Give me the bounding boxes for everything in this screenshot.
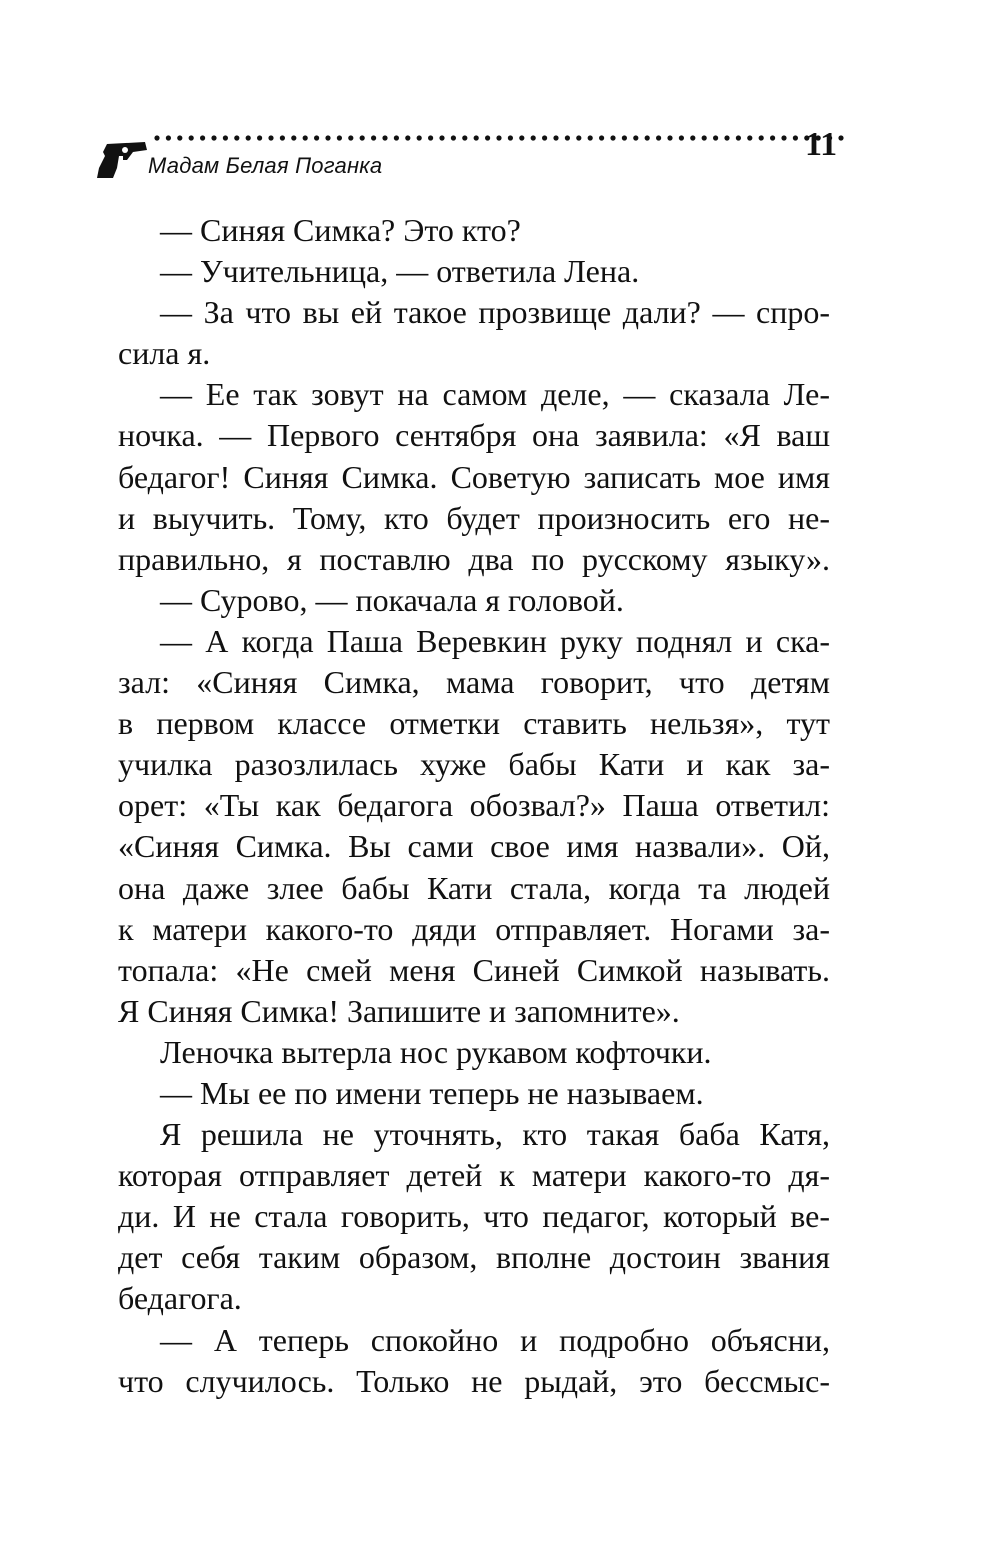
- rule-dot: [348, 135, 353, 140]
- rule-dot: [417, 135, 422, 140]
- rule-dot: [793, 135, 798, 140]
- body-text: [118, 210, 830, 1402]
- rule-dot: [690, 135, 695, 140]
- text-line: — Сурово, — покачала я головой.: [160, 581, 624, 618]
- text-line: «Синяя Симка. Вы сами свое имя назвали». Ой,: [118, 828, 830, 865]
- rule-dot: [496, 135, 501, 140]
- rule-dot: [223, 135, 228, 140]
- text-line: ночка. — Первого сентября она заявила: «Я ваш: [118, 417, 830, 454]
- text-line: дет себя таким образом, вполне достоин звания: [118, 1239, 830, 1276]
- rule-dot: [371, 135, 376, 140]
- text-line: орет: «Ты как бедагога обозвал?» Паша ответил:: [118, 787, 830, 824]
- rule-dot: [610, 135, 615, 140]
- rule-dot: [474, 135, 479, 140]
- text-line: — Синяя Симка? Это кто?: [160, 212, 521, 248]
- text-line: она даже злее бабы Кати стала, когда та людей: [118, 869, 830, 906]
- rule-dot: [770, 135, 775, 140]
- text-line: и выучить. Тому, кто будет произносить его не-: [118, 499, 830, 536]
- rule-dot: [667, 135, 672, 140]
- revolver-icon: [93, 138, 149, 178]
- rule-dot: [588, 135, 593, 140]
- text-line: бедагога.: [118, 1280, 242, 1317]
- rule-dot: [656, 135, 661, 140]
- text-line: — За что вы ей такое прозвище дали? — спро-: [160, 294, 830, 331]
- rule-dot: [360, 135, 365, 140]
- text-line: — Мы ее по имени теперь не называем.: [160, 1074, 704, 1111]
- text-line: топала: «Не смей меня Синей Симкой называть.: [118, 951, 830, 988]
- text-line: Я Синяя Симка! Запишите и запомните».: [118, 992, 680, 1029]
- text-line: к матери какого-то дяди отправляет. Ногами за-: [118, 910, 830, 947]
- rule-dot: [736, 135, 741, 140]
- rule-dot: [337, 135, 342, 140]
- rule-dot: [781, 135, 786, 140]
- rule-dot: [724, 135, 729, 140]
- rule-dot: [542, 135, 547, 140]
- rule-dot: [759, 135, 764, 140]
- text-line: правильно, я поставлю два по русскому языку».: [118, 540, 830, 577]
- text-line: — А теперь спокойно и подробно объясни,: [160, 1321, 830, 1358]
- rule-dot: [314, 135, 319, 140]
- rule-dot: [291, 135, 296, 140]
- running-title: Мадам Белая Поганка: [148, 153, 383, 178]
- text-line: сила я.: [118, 335, 211, 372]
- rule-dot: [166, 135, 171, 140]
- rule-dot: [599, 135, 604, 140]
- text-line: училка разозлилась хуже бабы Кати и как за-: [118, 746, 830, 783]
- rule-dot: [485, 135, 490, 140]
- rule-dot: [645, 135, 650, 140]
- rule-dot: [394, 135, 399, 140]
- running-header: [93, 128, 853, 188]
- rule-dot: [211, 135, 216, 140]
- rule-dot: [576, 135, 581, 140]
- rule-dot: [246, 135, 251, 140]
- text-line: в первом классе отметки ставить нельзя», тут: [118, 705, 830, 742]
- rule-dot: [382, 135, 387, 140]
- rule-dot: [234, 135, 239, 140]
- rule-dot: [679, 135, 684, 140]
- text-line: зал: «Синяя Симка, мама говорит, что детям: [118, 664, 830, 701]
- rule-dot: [439, 135, 444, 140]
- rule-dot: [280, 135, 285, 140]
- rule-dot: [702, 135, 707, 140]
- text-line: Я решила не уточнять, кто такая баба Катя,: [160, 1116, 830, 1153]
- dotted-rule: [151, 128, 851, 148]
- rule-dot: [633, 135, 638, 140]
- rule-dot: [565, 135, 570, 140]
- text-line: которая отправляет детей к матери какого-то дя-: [118, 1157, 830, 1194]
- rule-dot: [531, 135, 536, 140]
- rule-dot: [747, 135, 752, 140]
- rule-dot: [200, 135, 205, 140]
- text-line: — А когда Паша Веревкин руку поднял и ска-: [160, 622, 830, 659]
- rule-dot: [303, 135, 308, 140]
- page-number: 11: [805, 126, 838, 163]
- rule-dot: [177, 135, 182, 140]
- rule-dot: [428, 135, 433, 140]
- rule-dot: [713, 135, 718, 140]
- rule-dot: [451, 135, 456, 140]
- rule-dot: [154, 135, 159, 140]
- rule-dot: [189, 135, 194, 140]
- rule-dot: [405, 135, 410, 140]
- text-line: ди. И не стала говорить, что педагог, который ве-: [118, 1198, 830, 1235]
- rule-dot: [462, 135, 467, 140]
- rule-dot: [508, 135, 513, 140]
- rule-dot: [622, 135, 627, 140]
- rule-dot: [325, 135, 330, 140]
- text-line: — Учительница, — ответила Лена.: [160, 253, 640, 290]
- rule-dot: [553, 135, 558, 140]
- text-line: — Ее так зовут на самом деле, — сказала Ле-: [160, 376, 830, 413]
- text-line: бедагог! Синяя Симка. Советую записать мое имя: [118, 458, 830, 495]
- rule-dot: [838, 135, 843, 140]
- rule-dot: [257, 135, 262, 140]
- text-line: Леночка вытерла нос рукавом кофточки.: [160, 1033, 712, 1070]
- rule-dot: [519, 135, 524, 140]
- text-line: что случилось. Только не рыдай, это бессмыс-: [118, 1362, 830, 1399]
- rule-dot: [268, 135, 273, 140]
